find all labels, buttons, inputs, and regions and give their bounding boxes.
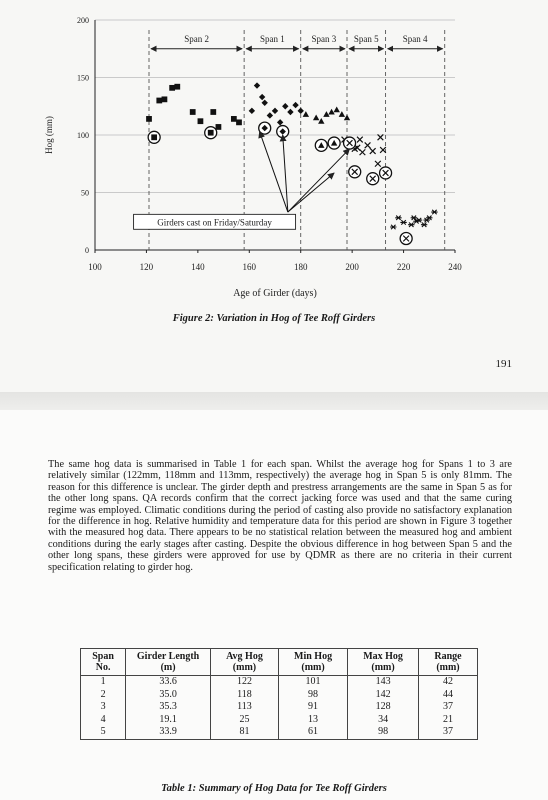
table-header-row — [81, 649, 478, 676]
data-point-square — [198, 118, 204, 124]
table-caption: Table 1: Summary of Hog Data for Tee Roff Girders — [161, 783, 387, 794]
table-row — [81, 676, 478, 689]
data-point-square — [231, 116, 237, 122]
table-cell: 33.9 — [126, 726, 211, 739]
table-cell: 35.3 — [126, 701, 211, 714]
data-point-x — [375, 161, 381, 167]
data-point-triangle — [313, 115, 319, 121]
table-row — [81, 714, 478, 727]
table-header-cell: Min Hog (mm) — [278, 649, 347, 676]
table-cell: 122 — [210, 676, 278, 689]
data-point-square — [151, 134, 157, 140]
span-label: Span 3 — [311, 33, 337, 44]
data-point-x — [357, 137, 363, 143]
data-point-diamond — [249, 108, 255, 114]
table-cell: 61 — [278, 726, 347, 739]
table-cell: 4 — [81, 714, 126, 727]
table-cell: 34 — [348, 714, 419, 727]
x-tick-label: 100 — [88, 262, 102, 272]
x-tick-label: 120 — [139, 262, 154, 272]
x-axis-label: Age of Girder (days) — [233, 288, 317, 299]
table-header-cell: Avg Hog (mm) — [210, 649, 278, 676]
x-tick-label: 160 — [242, 262, 257, 272]
data-point-asterisk — [395, 216, 401, 220]
x-tick-label: 200 — [345, 262, 359, 272]
data-point-square — [156, 98, 162, 104]
data-point-square — [210, 109, 216, 115]
y-tick-label: 0 — [85, 246, 89, 255]
table-cell: 35.0 — [126, 689, 211, 702]
table-cell: 13 — [278, 714, 347, 727]
annotation-label: Girders cast on Friday/Saturday — [157, 217, 272, 228]
data-point-x — [370, 148, 376, 154]
body-paragraph: The same hog data is summarised in Table 1 for each span. Whilst the average hog for Spans 1 to 3 are relatively similar (122mm, 118mm and 113mm, respectively) the average hog in Span 5 is only 81mm. The reason for this difference is unclear. The girder depth and prestress arrangements are the same in Span 5 as for the other long spans. QA records confirm that the correct jacking force was used and that the same curing regime was employed. Climatic conditions during the period of casting also provide no satisfactory explanation for the difference in hog. Relative humidity and temperature data for this period are shown in Figure 3 together with the measured hog data. There appears to be no statistical relation between the measured hog and ambient conditions during the early stages after casting. Despite the obvious difference in hog between Span 5 and the other long spans, these girders were approved for use by QDMR as there are no criteria in their current specification relating to girder hog. — [48, 459, 512, 573]
table-cell: 33.6 — [126, 676, 211, 689]
table-cell: 42 — [418, 676, 477, 689]
x-tick-label: 240 — [448, 262, 462, 272]
data-point-square — [208, 130, 214, 136]
data-point-diamond — [262, 100, 268, 106]
data-point-asterisk — [400, 220, 406, 224]
data-point-x — [365, 142, 371, 148]
table-cell: 91 — [278, 701, 347, 714]
data-point-square — [236, 119, 242, 125]
page-break — [0, 392, 548, 410]
table-cell: 3 — [81, 701, 126, 714]
data-point-square — [146, 116, 152, 122]
data-point-square — [169, 85, 175, 91]
data-point-diamond — [277, 119, 283, 125]
data-point-diamond — [267, 112, 273, 118]
data-point-x — [380, 147, 386, 153]
y-tick-label: 150 — [77, 73, 89, 83]
data-point-square — [216, 124, 222, 130]
data-point-asterisk — [390, 225, 396, 229]
table-cell: 113 — [210, 701, 278, 714]
y-tick-label: 100 — [77, 131, 89, 140]
data-point-asterisk — [431, 210, 437, 214]
table-cell: 2 — [81, 689, 126, 702]
data-point-diamond — [282, 103, 288, 109]
data-point-diamond — [254, 82, 260, 88]
x-tick-label: 140 — [191, 262, 205, 272]
table-cell: 81 — [210, 726, 278, 739]
table-header-cell: Span No. — [81, 649, 126, 676]
table-cell: 142 — [348, 689, 419, 702]
table-cell: 44 — [418, 689, 477, 702]
table-header-cell: Max Hog (mm) — [348, 649, 419, 676]
data-point-diamond — [272, 108, 278, 114]
data-point-triangle — [344, 115, 350, 121]
y-tick-label: 200 — [77, 16, 89, 25]
x-tick-label: 180 — [293, 262, 308, 272]
table-cell: 19.1 — [126, 714, 211, 727]
table-cell: 1 — [81, 676, 126, 689]
data-point-square — [190, 109, 196, 115]
span-label: Span 4 — [402, 33, 428, 44]
table-header-cell: Range (mm) — [418, 649, 477, 676]
table-cell: 118 — [210, 689, 278, 702]
table-cell: 98 — [278, 689, 347, 702]
data-point-triangle — [323, 111, 329, 117]
data-point-diamond — [287, 109, 293, 115]
table-cell: 37 — [418, 701, 477, 714]
page-number: 191 — [495, 358, 512, 370]
data-point-triangle — [328, 109, 334, 115]
table-row — [81, 701, 478, 714]
figure-caption: Figure 2: Variation in Hog of Tee Roff Girders — [172, 313, 376, 324]
y-axis-label: Hog (mm) — [44, 116, 54, 154]
y-tick-label: 50 — [81, 188, 89, 198]
span-label: Span 2 — [184, 33, 209, 44]
summary-table — [80, 648, 478, 740]
data-point-square — [162, 96, 168, 102]
annotation-arrow — [288, 149, 350, 212]
table-cell: 128 — [348, 701, 419, 714]
table-cell: 21 — [418, 714, 477, 727]
page-upper — [0, 0, 548, 392]
data-point-diamond — [298, 108, 304, 114]
data-point-triangle — [318, 118, 324, 124]
data-point-asterisk — [421, 222, 427, 226]
table-cell: 98 — [348, 726, 419, 739]
table-row — [81, 726, 478, 739]
data-point-diamond — [292, 102, 298, 108]
table-cell: 143 — [348, 676, 419, 689]
data-point-asterisk — [426, 216, 432, 220]
data-point-square — [174, 84, 180, 90]
data-point-x — [360, 149, 366, 155]
data-point-triangle — [303, 111, 309, 117]
hog-scatter-chart — [0, 0, 548, 310]
data-point-triangle — [334, 107, 340, 113]
data-point-diamond — [259, 94, 265, 100]
table-row — [81, 689, 478, 702]
table-cell: 37 — [418, 726, 477, 739]
span-label: Span 5 — [353, 33, 379, 44]
table-header-cell: Girder Length (m) — [126, 649, 211, 676]
table-cell: 25 — [210, 714, 278, 727]
span-label: Span 1 — [260, 33, 285, 44]
data-point-asterisk — [408, 222, 414, 226]
x-tick-label: 220 — [396, 262, 411, 272]
table-cell: 101 — [278, 676, 347, 689]
table-cell: 5 — [81, 726, 126, 739]
